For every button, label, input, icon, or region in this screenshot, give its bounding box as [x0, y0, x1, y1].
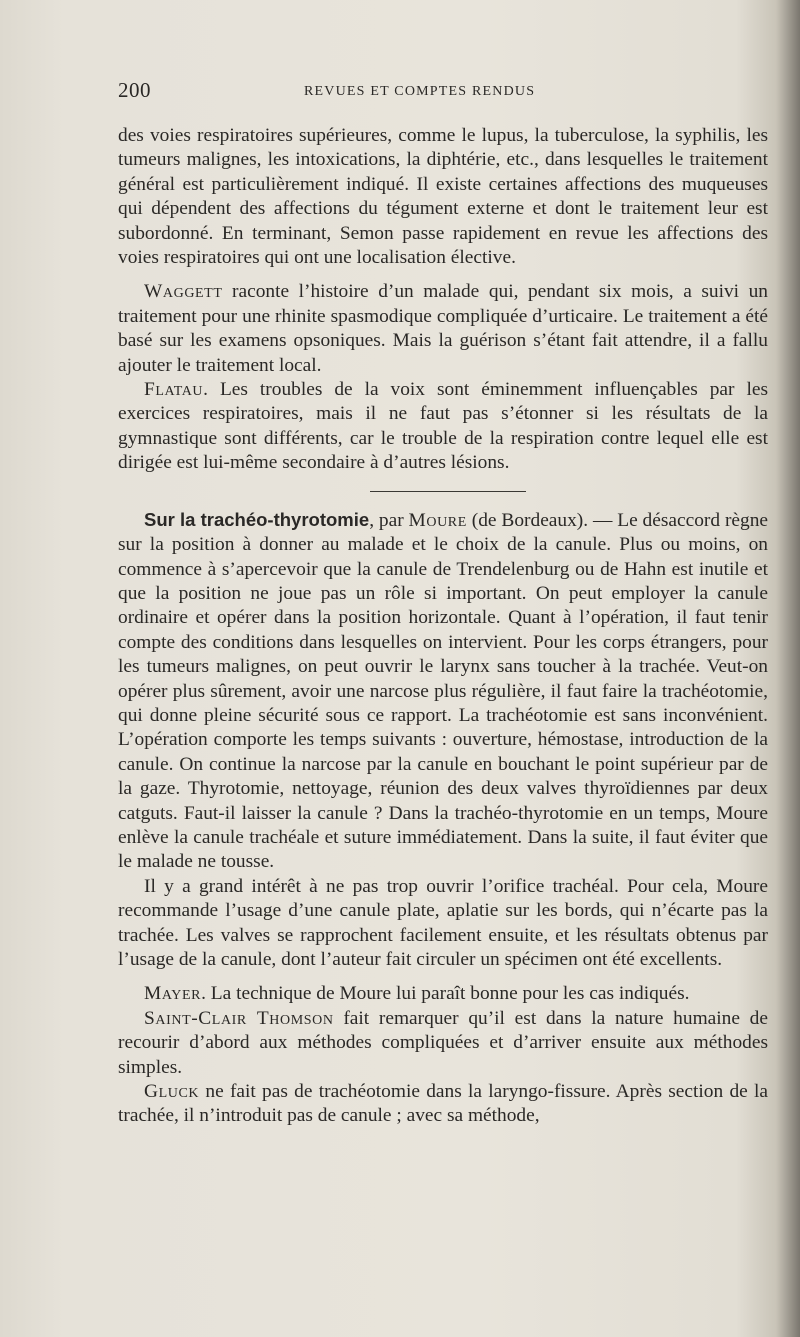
- speaker-name: Gluck: [144, 1081, 200, 1103]
- paragraph-semon-continuation: [118, 124, 768, 270]
- paragraph-text: . La technique de Moure lui paraît bonne pour les cas indiqués.: [201, 983, 690, 1005]
- body-text: [118, 124, 768, 1129]
- page-header: [118, 78, 768, 106]
- paragraph-flatau: [118, 378, 768, 476]
- section-author: Moure: [408, 509, 467, 531]
- section-divider: [370, 491, 526, 492]
- page-number: 200: [118, 78, 151, 102]
- speaker-name: Mayer: [144, 983, 202, 1005]
- paragraph-text: fait remarquer qu’il est dans la nature humaine de recourir d’abord aux méthodes compliquées et d’arriver ensuite aux méthodes simples.: [118, 1007, 768, 1078]
- paragraph-saint-clair-thomson: [118, 1007, 768, 1080]
- speaker-name: Flatau: [144, 379, 204, 401]
- paragraph-gluck: [118, 1080, 768, 1129]
- speaker-name: Waggett: [144, 281, 223, 303]
- paragraph-text: raconte l’histoire d’un malade qui, pendant six mois, a suivi un traitement pour une rhinite spasmodique compliquée d’urticaire. Le traitement a été basé sur les examens opsoniques. Mais la guérison s’étant fait attendre, il a fallu ajouter le traitement local.: [118, 281, 768, 376]
- section-by: , par: [369, 509, 409, 531]
- paragraph-text: (de Bordeaux). — Le désaccord règne sur la position à donner au malade et le choix de la canule. Plus ou moins, on commence à s’apercevoir que la canule de Trendelenburg ou de Hahn est inutile et que la position ne joue pas un rôle si important. On peut employer la canule ordinaire et opérer dans la position horizontale. Quant à l’opération, il faut tenir compte des conditions dans lesquelles on intervient. Pour les corps étrangers, pour les tumeurs malignes, on peut ouvrir le larynx sans toucher à la trachée. Veut-on opérer plus sûrement, avoir une narcose plus régulière, il faut faire la trachéotomie, qui donne pleine sécurité sous ce rapport. La trachéotomie est sans inconvénient. L’opération comporte les temps suivants : ouverture, hémostase, introduction de la canule. On continue la narcose par la canule en bouchant le point supérieur par de la gaze. Thyrotomie, nettoyage, réunion des deux valves thyroïdiennes par deux catguts. Faut-il laisser la canule ? Dans la trachéo-thyrotomie en un temps, Moure enlève la canule trachéale et suture immédiatement. Dans la suite, il faut éviter que le malade ne tousse.: [118, 509, 768, 873]
- speaker-name: Saint-Clair Thomson: [144, 1007, 334, 1029]
- paragraph-text: ne fait pas de trachéotomie dans la laryngo-fissure. Après section de la trachée, il n’introduit pas de canule ; avec sa méthode,: [118, 1081, 768, 1127]
- paragraph-waggett: [118, 280, 768, 378]
- paragraph-text: . Les troubles de la voix sont éminemment influençables par les exercices respiratoires, mais il ne faut pas s’étonner si les résultats de la gymnastique sont différents, car le trouble de la respiration contre lequel elle est dirigée est lui-même secondaire à d’autres lésions.: [118, 379, 768, 474]
- paragraph-mayer: [118, 982, 768, 1006]
- paragraph-moure-canule: [118, 875, 768, 973]
- paragraph-section-trachéo-thyrotomie: [118, 508, 768, 875]
- paragraph-text: des voies respiratoires supérieures, comme le lupus, la tuberculose, la syphilis, les tumeurs malignes, les intoxications, la diphtérie, etc., dans lesquelles le traitement général est particulièrement indiqué. Il existe certaines affections des muqueuses qui dépendent des affections du tégument externe et dont le traitement leur est subordonné. En terminant, Semon passe rapidement en revue les affections des voies respiratoires qui ont une localisation élective.: [118, 125, 768, 269]
- section-title: Sur la trachéo-thyrotomie: [144, 508, 370, 530]
- running-title: REVUES ET COMPTES RENDUS: [304, 84, 536, 99]
- paragraph-text: Il y a grand intérêt à ne pas trop ouvrir l’orifice trachéal. Pour cela, Moure recommande l’usage d’une canule plate, aplatie sur les bords, qui n’écarte pas la trachée. Les valves se rapprochent facilement ensuite, et les résultats obtenus par l’usage de la canule, dont l’auteur fait circuler un spécimen ont été excellents.: [118, 875, 768, 970]
